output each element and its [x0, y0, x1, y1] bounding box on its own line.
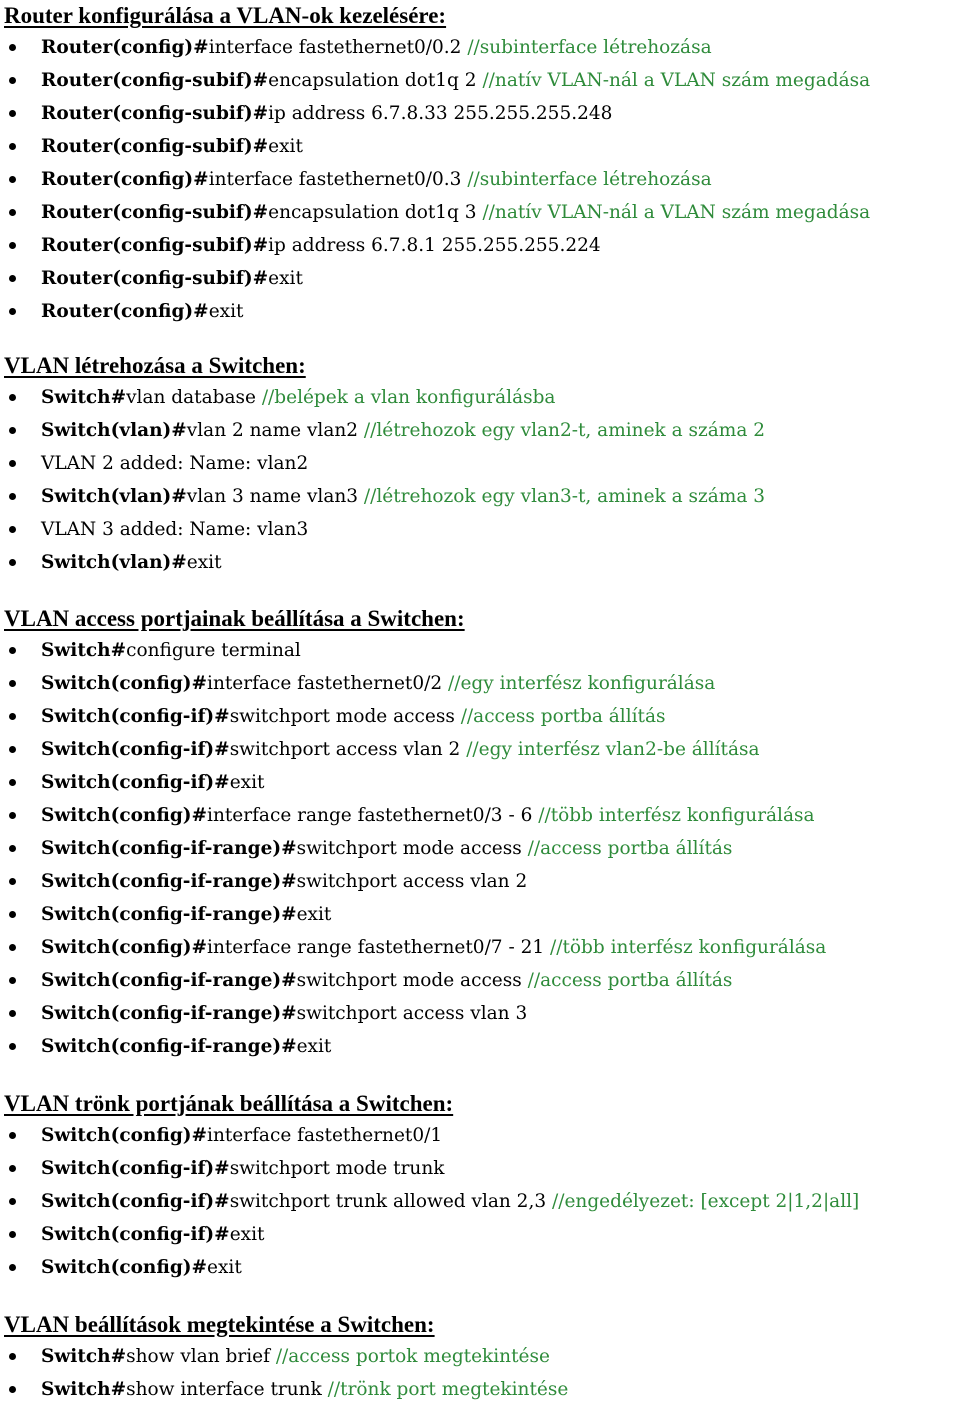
- command-text: exit: [296, 904, 332, 925]
- command-text: exit: [296, 1036, 332, 1057]
- command-text: interface range fastethernet0/3 - 6: [207, 805, 539, 826]
- command-text: VLAN 3 added: Name: vlan3: [41, 519, 309, 540]
- section-router-config: [0, 0, 960, 328]
- bullet-icon: [9, 110, 16, 117]
- command-prompt: Router(config-subif)#: [41, 202, 269, 223]
- command-prompt: Switch(config)#: [41, 805, 208, 826]
- bullet-icon: [9, 176, 16, 183]
- command-prompt: Switch(vlan)#: [41, 486, 187, 507]
- command-text: encapsulation dot1q 3: [268, 202, 483, 223]
- bullet-icon: [9, 1165, 16, 1172]
- command-text: switchport mode access: [296, 970, 528, 991]
- command-line: [0, 733, 960, 766]
- command-prompt: Router(config)#: [41, 37, 209, 58]
- command-line: [0, 229, 960, 262]
- bullet-icon: [9, 77, 16, 84]
- command-line: [0, 31, 960, 64]
- command-prompt: Switch(config-if-range)#: [41, 1036, 297, 1057]
- command-text: show vlan brief: [126, 1346, 276, 1367]
- command-text: interface fastethernet0/0.3: [208, 169, 468, 190]
- bullet-icon: [9, 1132, 16, 1139]
- command-prompt: Switch(config-if-range)#: [41, 1003, 297, 1024]
- command-line: [0, 447, 960, 480]
- command-prompt: Switch(config-if-range)#: [41, 970, 297, 991]
- command-text: switchport access vlan 3: [296, 1003, 528, 1024]
- command-prompt: Switch#: [41, 1346, 127, 1367]
- command-text: show interface trunk: [126, 1379, 328, 1400]
- command-text: interface fastethernet0/1: [207, 1125, 443, 1146]
- section-title: VLAN létrehozása a Switchen:: [4, 353, 306, 378]
- command-text: switchport access vlan 2: [296, 871, 528, 892]
- command-prompt: Router(config)#: [41, 301, 209, 322]
- command-list: [0, 31, 960, 328]
- command-comment: //belépek a vlan konfigurálásba: [261, 387, 556, 408]
- command-prompt: Switch#: [41, 640, 127, 661]
- bullet-icon: [9, 1386, 16, 1393]
- command-text: exit: [207, 1257, 242, 1278]
- command-line: [0, 700, 960, 733]
- command-comment: //subinterface létrehozása: [467, 37, 712, 58]
- bullet-icon: [9, 526, 16, 533]
- bullet-icon: [9, 779, 16, 786]
- bullet-icon: [9, 1231, 16, 1238]
- bullet-icon: [9, 878, 16, 885]
- command-comment: //access portba állítás: [460, 706, 666, 727]
- command-prompt: Switch(config-if-range)#: [41, 838, 297, 859]
- command-prompt: Switch#: [41, 1379, 127, 1400]
- command-comment: //trönk port megtekintése: [327, 1379, 569, 1400]
- bullet-icon: [9, 911, 16, 918]
- command-text: switchport mode trunk: [229, 1158, 445, 1179]
- command-comment: //egy interfész konfigurálása: [448, 673, 716, 694]
- bullet-icon: [9, 209, 16, 216]
- command-prompt: Router(config-subif)#: [41, 235, 269, 256]
- command-line: [0, 513, 960, 546]
- command-text: switchport trunk allowed vlan 2,3: [229, 1191, 552, 1212]
- command-comment: //engedélyezet: [except 2|1,2|all]: [551, 1191, 860, 1212]
- bullet-icon: [9, 242, 16, 249]
- command-comment: //access portok megtekintése: [275, 1346, 550, 1367]
- command-text: switchport mode access: [296, 838, 528, 859]
- command-prompt: Switch(config-if-range)#: [41, 871, 297, 892]
- command-comment: //létrehozok egy vlan3-t, aminek a száma 3: [363, 486, 766, 507]
- command-comment: //több interfész konfigurálása: [550, 937, 827, 958]
- bullet-icon: [9, 1043, 16, 1050]
- bullet-icon: [9, 1198, 16, 1205]
- command-line: [0, 931, 960, 964]
- command-line: [0, 1340, 960, 1373]
- command-text: exit: [268, 136, 303, 157]
- command-text: VLAN 2 added: Name: vlan2: [41, 453, 309, 474]
- bullet-icon: [9, 746, 16, 753]
- section-show-settings: [0, 1309, 960, 1406]
- command-list: [0, 381, 960, 579]
- command-prompt: Switch(config)#: [41, 1257, 208, 1278]
- command-comment: //egy interfész vlan2-be állítása: [466, 739, 760, 760]
- command-line: [0, 865, 960, 898]
- command-text: exit: [229, 1224, 265, 1245]
- command-prompt: Switch(config-if)#: [41, 1224, 230, 1245]
- command-line: [0, 997, 960, 1030]
- bullet-icon: [9, 977, 16, 984]
- command-comment: //több interfész konfigurálása: [538, 805, 815, 826]
- command-prompt: Switch(config-if)#: [41, 706, 230, 727]
- command-prompt: Router(config-subif)#: [41, 103, 269, 124]
- command-line: [0, 898, 960, 931]
- command-text: exit: [208, 301, 244, 322]
- command-prompt: Router(config)#: [41, 169, 209, 190]
- command-list: [0, 1119, 960, 1284]
- command-line: [0, 130, 960, 163]
- command-line: [0, 414, 960, 447]
- command-line: [0, 381, 960, 414]
- bullet-icon: [9, 812, 16, 819]
- command-line: [0, 480, 960, 513]
- command-prompt: Switch#: [41, 387, 127, 408]
- command-prompt: Switch(config)#: [41, 1125, 208, 1146]
- command-line: [0, 163, 960, 196]
- bullet-icon: [9, 460, 16, 467]
- command-line: [0, 64, 960, 97]
- bullet-icon: [9, 647, 16, 654]
- bullet-icon: [9, 44, 16, 51]
- command-prompt: Router(config-subif)#: [41, 268, 269, 289]
- bullet-icon: [9, 713, 16, 720]
- bullet-icon: [9, 1353, 16, 1360]
- command-text: interface fastethernet0/2: [207, 673, 449, 694]
- bullet-icon: [9, 559, 16, 566]
- bullet-icon: [9, 427, 16, 434]
- command-line: [0, 1152, 960, 1185]
- bullet-icon: [9, 493, 16, 500]
- command-text: switchport mode access: [229, 706, 461, 727]
- command-line: [0, 832, 960, 865]
- command-prompt: Switch(config-if-range)#: [41, 904, 297, 925]
- command-list: [0, 634, 960, 1063]
- command-comment: //access portba állítás: [527, 970, 733, 991]
- section-trunk-port: [0, 1088, 960, 1284]
- command-text: interface fastethernet0/0.2: [208, 37, 468, 58]
- bullet-icon: [9, 275, 16, 282]
- command-line: [0, 546, 960, 579]
- command-line: [0, 1119, 960, 1152]
- command-prompt: Switch(vlan)#: [41, 552, 187, 573]
- bullet-icon: [9, 1264, 16, 1271]
- command-line: [0, 964, 960, 997]
- section-access-ports: [0, 603, 960, 1063]
- command-line: [0, 1185, 960, 1218]
- command-line: [0, 1251, 960, 1284]
- section-title: VLAN access portjainak beállítása a Switchen:: [4, 606, 465, 631]
- command-comment: //access portba állítás: [527, 838, 733, 859]
- section-vlan-create: [0, 350, 960, 579]
- command-line: [0, 1030, 960, 1063]
- command-comment: //natív VLAN-nál a VLAN szám megadása: [482, 202, 871, 223]
- section-title: VLAN trönk portjának beállítása a Switchen:: [4, 1091, 454, 1116]
- command-comment: //subinterface létrehozása: [467, 169, 712, 190]
- command-text: ip address 6.7.8.33 255.255.255.248: [268, 103, 613, 124]
- command-line: [0, 766, 960, 799]
- command-line: [0, 799, 960, 832]
- command-text: exit: [186, 552, 222, 573]
- command-line: [0, 262, 960, 295]
- section-title: VLAN beállítások megtekintése a Switchen:: [4, 1312, 435, 1337]
- command-text: vlan 2 name vlan2: [186, 420, 364, 441]
- command-prompt: Switch(config-if)#: [41, 1158, 230, 1179]
- command-line: [0, 295, 960, 328]
- command-text: configure terminal: [126, 640, 301, 661]
- bullet-icon: [9, 394, 16, 401]
- command-comment: //létrehozok egy vlan2-t, aminek a száma 2: [363, 420, 766, 441]
- command-prompt: Router(config-subif)#: [41, 70, 269, 91]
- command-text: vlan 3 name vlan3: [186, 486, 364, 507]
- command-line: [0, 1218, 960, 1251]
- command-text: exit: [229, 772, 265, 793]
- command-prompt: Switch(config-if)#: [41, 1191, 230, 1212]
- bullet-icon: [9, 1010, 16, 1017]
- command-comment: //natív VLAN-nál a VLAN szám megadása: [482, 70, 871, 91]
- command-line: [0, 196, 960, 229]
- command-prompt: Switch(config)#: [41, 673, 208, 694]
- bullet-icon: [9, 944, 16, 951]
- command-line: [0, 97, 960, 130]
- command-list: [0, 1340, 960, 1406]
- command-line: [0, 1373, 960, 1406]
- bullet-icon: [9, 845, 16, 852]
- command-text: ip address 6.7.8.1 255.255.255.224: [268, 235, 601, 256]
- bullet-icon: [9, 308, 16, 315]
- command-prompt: Router(config-subif)#: [41, 136, 269, 157]
- command-prompt: Switch(vlan)#: [41, 420, 187, 441]
- bullet-icon: [9, 680, 16, 687]
- command-prompt: Switch(config-if)#: [41, 772, 230, 793]
- command-prompt: Switch(config)#: [41, 937, 208, 958]
- bullet-icon: [9, 143, 16, 150]
- command-prompt: Switch(config-if)#: [41, 739, 230, 760]
- command-text: switchport access vlan 2: [229, 739, 467, 760]
- command-line: [0, 667, 960, 700]
- command-text: exit: [268, 268, 303, 289]
- command-text: interface range fastethernet0/7 - 21: [207, 937, 551, 958]
- section-title: Router konfigurálása a VLAN-ok kezelésére:: [4, 3, 447, 28]
- command-text: encapsulation dot1q 2: [268, 70, 483, 91]
- command-line: [0, 634, 960, 667]
- command-text: vlan database: [126, 387, 262, 408]
